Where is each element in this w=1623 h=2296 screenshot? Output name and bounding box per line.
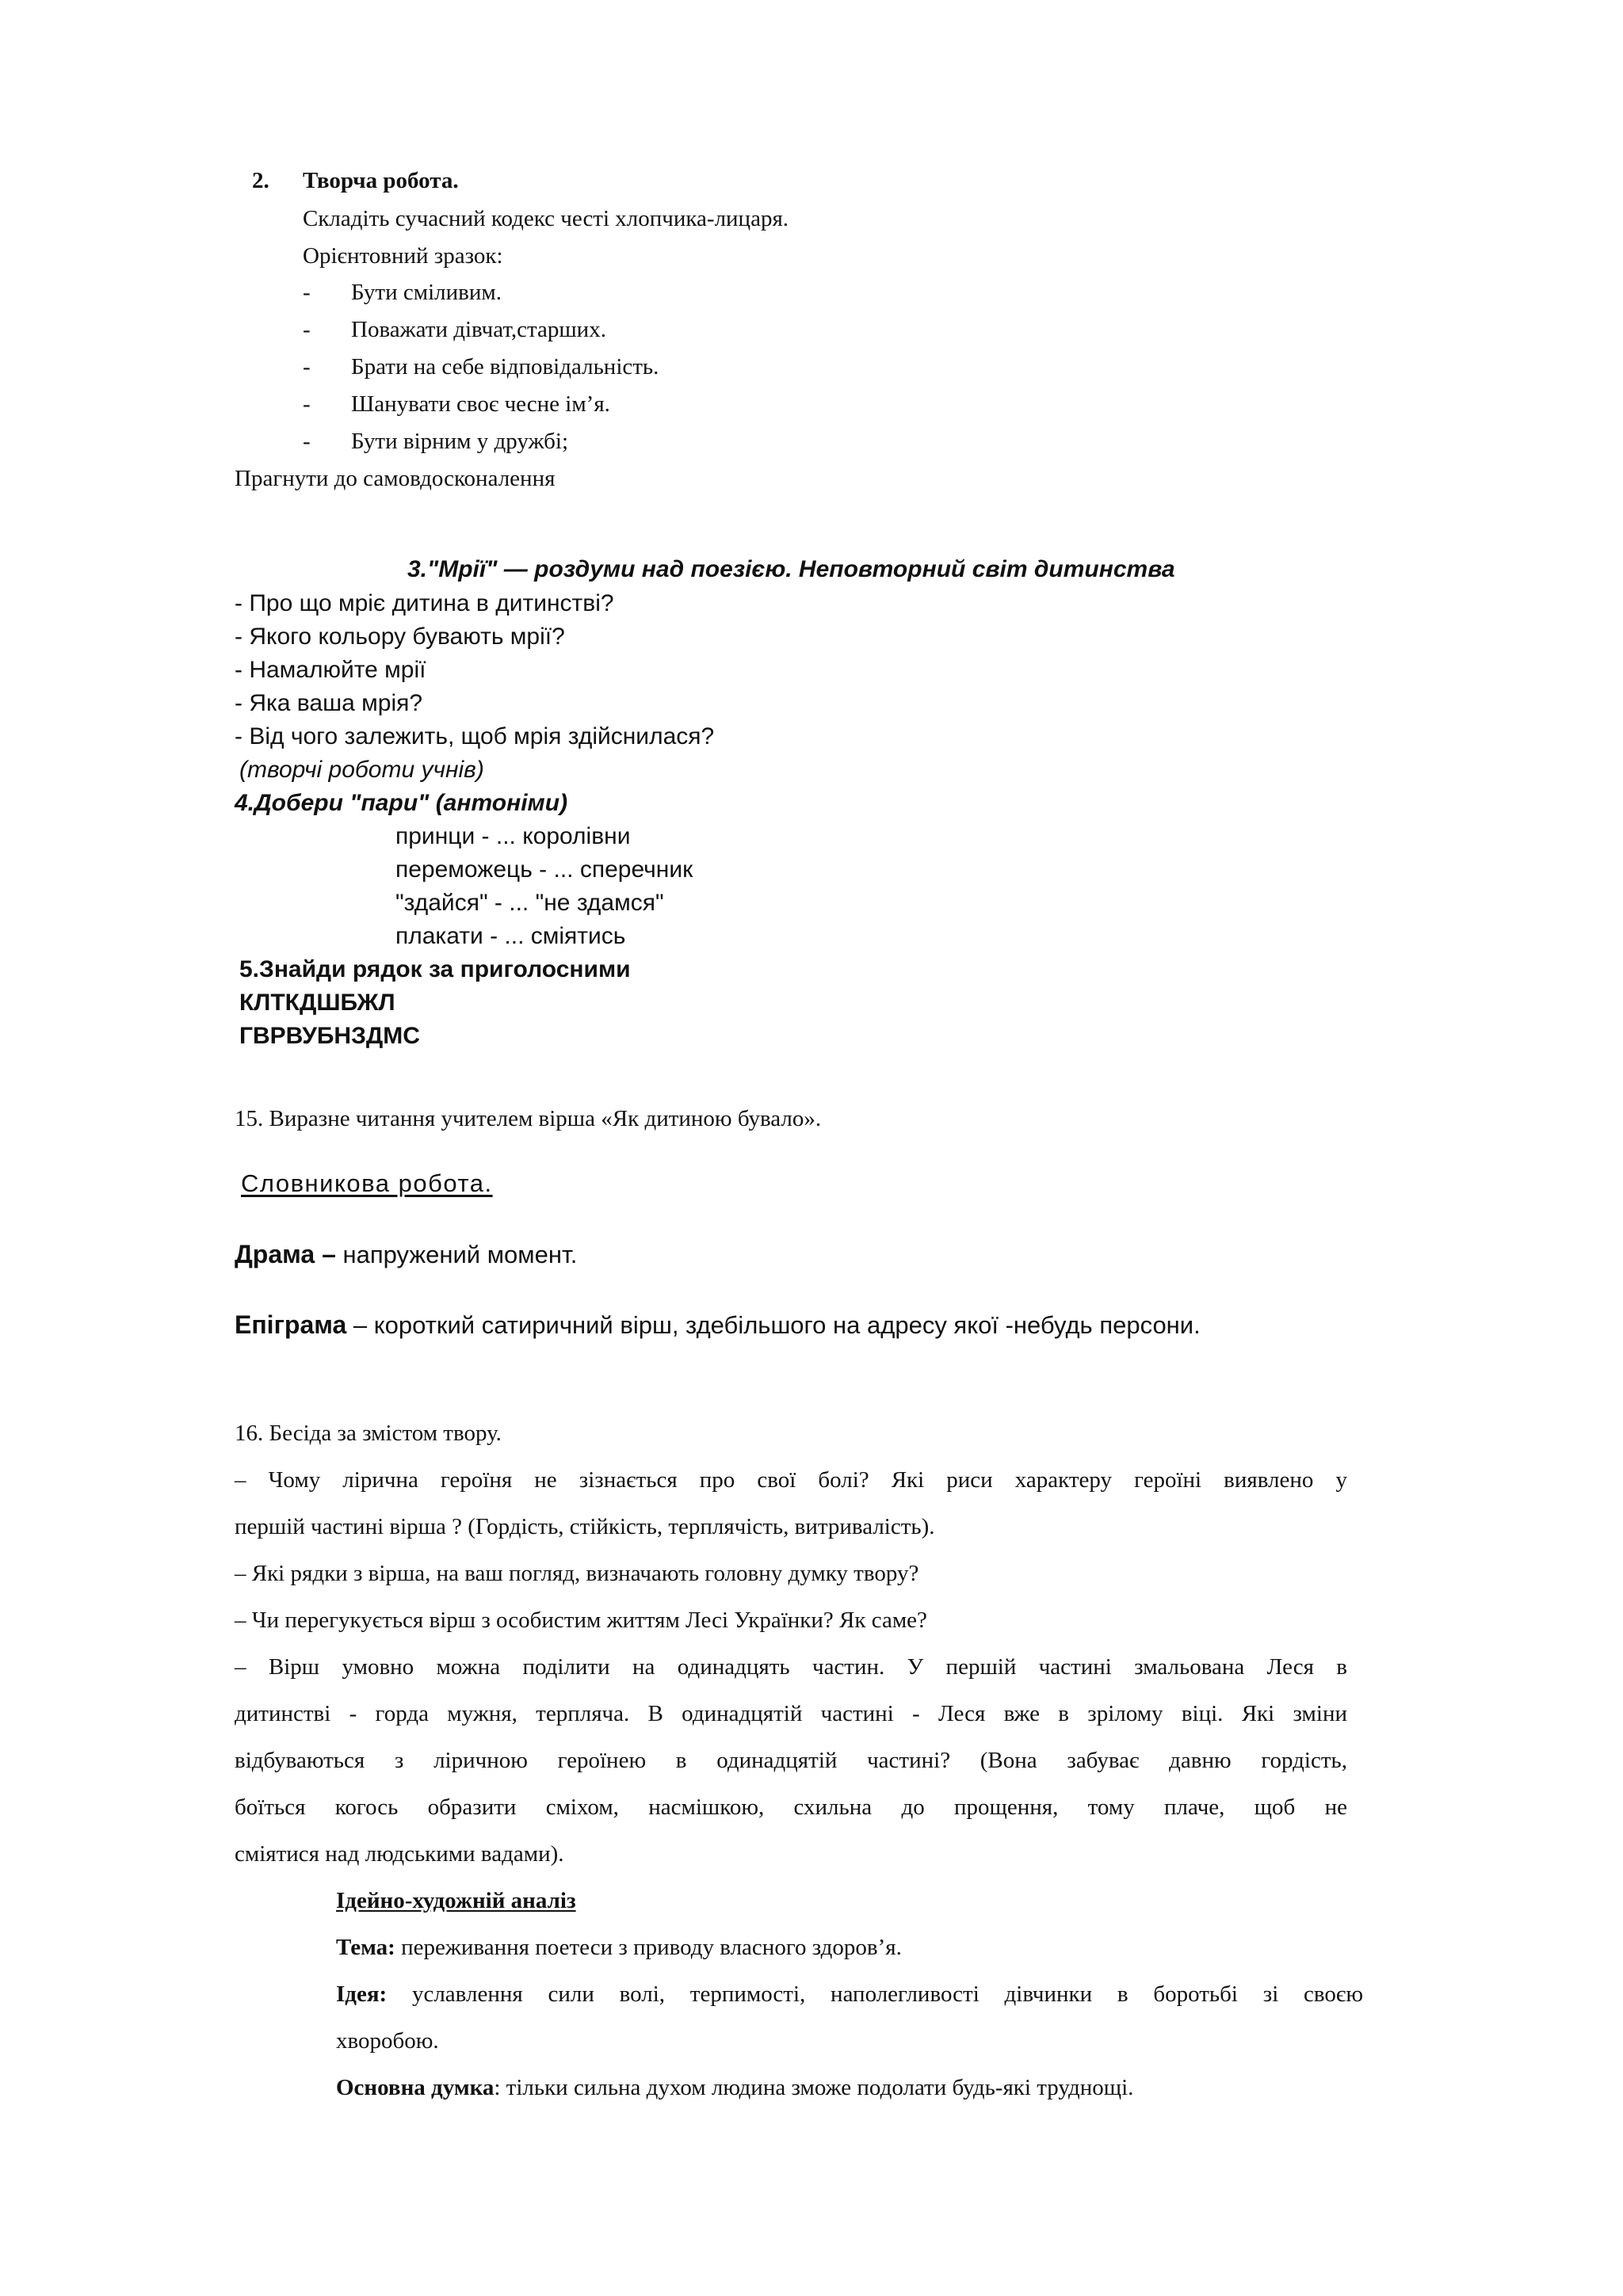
list-item: Поважати дівчат,старших. [351,317,606,342]
term: Драма – [235,1240,336,1268]
question-item: - Яка ваша мрія? [235,690,423,716]
pair-item: "здайся" - ... "не здамся" [395,890,664,916]
paragraph-line: боїться когось образити сміхом, насмішкою, схильна до прощення, тому плаче, щоб не [235,1794,1347,1820]
sample-label: Орієнтовний зразок: [303,243,503,269]
vocabulary-title: Словникова робота. [241,1169,493,1197]
paragraph-line: – Які рядки з вірша, на ваш погляд, визначають головну думку твору? [235,1561,919,1586]
main-idea-text: : тільки сильна духом людина зможе подолати будь-які труднощі. [494,2075,1134,2100]
definition: напружений момент. [335,1241,578,1268]
theme-text: переживання поетеси з приводу власного здоров’я. [395,1935,902,1960]
bullet-dash: - [303,280,311,305]
paragraph-line: дитинстві - горда мужня, терпляча. В одинадцятій частині - Леся вже в зрілому віці. Які зміни [235,1701,1347,1726]
pair-item: принци - ... королівни [395,823,631,849]
paragraph-line: – Чому ліричнa героїня не зізнається про свої болі? Які риси характеру героїні виявлено у [235,1467,1347,1493]
list-item: Брати на себе відповідальність. [351,354,659,379]
idea-line [336,1983,1363,2006]
paragraph-line: – Вірш умовно можна поділити на одинадцять частин. У першій частині змальована Леся в [235,1654,1347,1680]
question-item: - Від чого залежить, щоб мрія здійснилася? [235,723,715,749]
pair-item: переможець - ... сперечник [395,856,693,883]
question-item: - Якого кольору бувають мрії? [235,624,565,650]
definition: – короткий сатиричний вірш, здебільшого на адресу якої -небудь персони. [346,1311,1201,1339]
section-title: 4.Добери "пари" (антоніми) [235,790,568,816]
main-idea-line [336,2077,1133,2100]
vocabulary-entry [235,1310,1201,1340]
bullet-dash: - [303,317,311,342]
task-text: Складіть сучасний кодекс честі хлопчика-лицаря. [303,206,789,231]
paragraph-line: – Чи перегукується вірш з особистим життям Лесі Українки? Як саме? [235,1608,927,1633]
question-item: - Про що мріє дитина в дитинстві? [235,590,614,616]
idea-continuation: хворобою. [336,2028,439,2054]
bullet-dash: - [303,354,311,379]
paragraph-line: сміятися над людськими вадами). [235,1841,564,1867]
consonant-row: ГВРВУБНЗДМС [239,1023,420,1049]
idea-text: уславлення сили волі, терпимості, наполегливості дівчинки в боротьбі зі своєю [387,1981,1363,2007]
idea-label: Ідея: [336,1981,388,2007]
section-title: 16. Бесіда за змістом твору. [235,1421,502,1446]
list-item: Шанувати своє чесне ім’я. [351,391,610,417]
bullet-dash: - [303,429,311,454]
paragraph-line: першій частині вірша ? (Гордість, стійкість, терплячість, витривалість). [235,1514,935,1539]
main-idea-label: Основна думка [336,2075,495,2100]
reading-step: 15. Виразне читання учителем вірша «Як дитиною бувало». [235,1106,822,1131]
section-number: 2. [252,168,269,193]
note-text: (творчі роботи учнів) [239,757,484,783]
section-title: 3."Мрії" — роздуми над поезією. Неповторний світ дитинства [407,556,1175,582]
pair-item: плакати - ... сміятись [395,923,626,949]
theme-label: Тема: [336,1935,395,1960]
list-item: Бути вірним у дружбі; [351,429,569,454]
consonant-row: КЛТКДШБЖЛ [239,990,395,1016]
question-item: - Намалюйте мрії [235,657,426,683]
term: Епіграма [235,1310,347,1339]
list-item: Бути сміливим. [351,280,502,305]
paragraph-line: відбуваються з ліричною героїнею в одинадцятій частині? (Вона забуває давню гордість, [235,1748,1347,1773]
analysis-title: Ідейно-художній аналіз [336,1888,576,1913]
section-title: Творча робота. [303,168,459,193]
section-title: 5.Знайди рядок за приголосними [239,956,631,982]
theme-line [336,1936,902,1959]
bullet-dash: - [303,391,311,417]
vocabulary-entry [235,1240,577,1269]
trailing-item: Прагнути до самовдосконалення [235,466,556,491]
